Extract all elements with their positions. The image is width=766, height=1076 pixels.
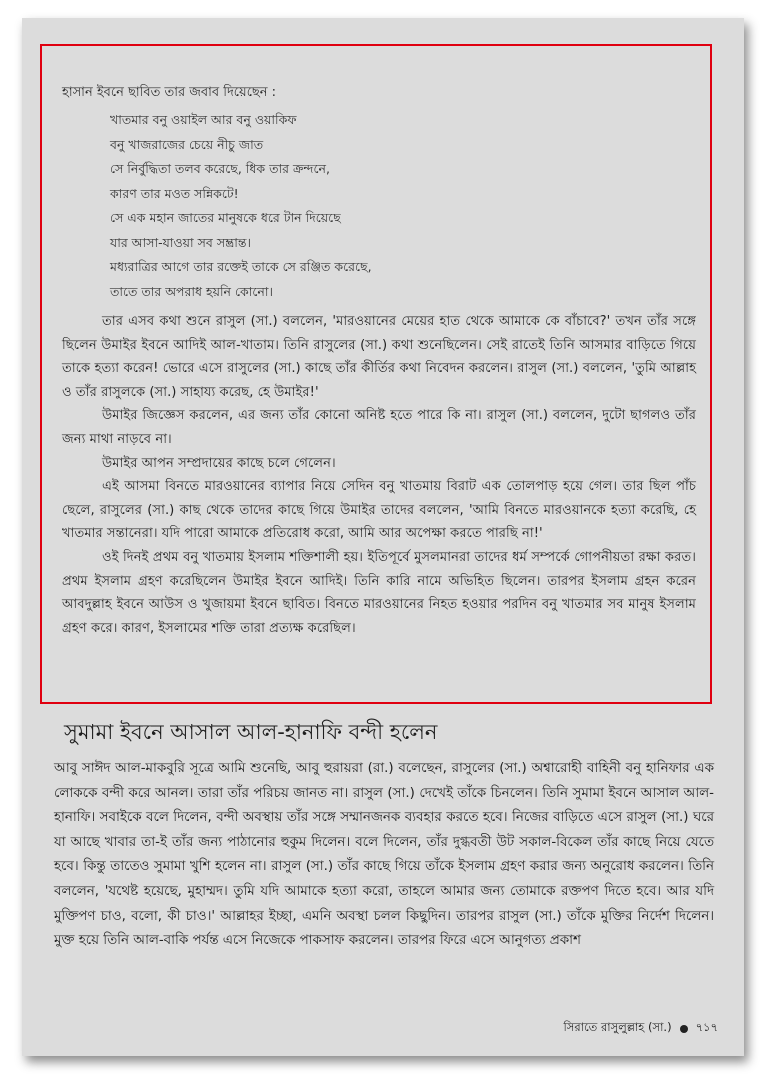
paragraph: এই আসমা বিনতে মারওয়ানের ব্যাপার নিয়ে সেদিন বনু খাতমায় বিরাট এক তোলপাড় হয়ে গেল। তার ছিল পাঁচ ছেলে, রাসুলের (সা.) কাছ থেকে তাদের কাছে গিয়ে উমাইর তাদের বললেন, 'আমি বিনতে মারওয়ানকে হত্যা করেছি, হে খাতমার সন্তানেরা। যদি পারো আমাকে প্রতিরোধ করো, আমি আর অপেক্ষা করতে পারছি না!' (62, 479, 696, 542)
section-body: আবু সাঈদ আল-মাকবুরি সূত্রে আমি শুনেছি, আবু হুরায়রা (রা.) বলেছেন, রাসুলের (সা.) অশ্বারোহী বাহিনী বনু হানিফার এক লোককে বন্দী করে আনল। তারা তাঁর পরিচয় জানত না। রাসুল (সা.) দেখেই তাঁকে চিনলেন। তিনি সুমামা ইবনে আসাল আল-হানাফি। সবাইকে বলে দিলেন, বন্দী অবস্থায় তাঁর সঙ্গে সম্মানজনক ব্যবহার করতে হবে। নিজের বাড়িতে এসে রাসুল (সা.) ঘরে যা আছে খাবার তা-ই তাঁর জন্য পাঠানোর হুকুম দিলেন। বলে দিলেন, তাঁর দুগ্ধবতী উট সকাল-বিকেল তাঁর কাছে নিয়ে যেতে হবে। কিন্তু তাতেও সুমামা খুশি হলেন না। রাসুল (সা.) তাঁর কাছে গিয়ে তাঁকে ইসলাম গ্রহণ করার জন্য অনুরোধ করলেন। তিনি বললেন, 'যথেষ্ট হয়েছে, মুহাম্মদ। তুমি যদি আমাকে হত্যা করো, তাহলে আমার জন্য তোমাকে রক্তপণ দিতে হবে। আর যদি মুক্তিপণ চাও, বলো, কী চাও।' আল্লাহর ইচ্ছা, এমনি অবস্থা চলল কিছুদিন। তারপর রাসুল (সা.) তাঁকে মুক্তির নির্দেশ দিলেন। মুক্ত হয়ে তিনি আল-বাকি পর্যন্ত এসে নিজেকে পাকসাফ করলেন। তারপর ফিরে এসে আনুগত্য প্রকাশ (54, 761, 714, 949)
highlighted-region (40, 44, 712, 704)
poem-line: কারণ তার মওত সন্নিকটে! (110, 185, 239, 201)
bullet-icon (680, 1025, 688, 1033)
poem-line: তাতে তার অপরাধ হয়নি কোনো। (110, 283, 273, 299)
paragraph: তার এসব কথা শুনে রাসুল (সা.) বললেন, 'মারওয়ানের মেয়ের হাত থেকে আমাকে কে বাঁচাবে?' তখন তাঁর সঙ্গে ছিলেন উমাইর ইবনে আদিই আল-খাতাম। তিনি রাসুলের (সা.) কথা শুনেছিলেন। সেই রাতেই তিনি আসমার বাড়িতে গিয়ে তাকে হত্যা করেন! ভোরে এসে রাসুলের (সা.) কাছে তাঁর কীর্তির কথা নিবেদন করলেন। রাসুল (সা.) বললেন, 'তুমি আল্লাহ ও তাঁর রাসুলকে (সা.) সাহায্য করেছ, হে উমাইর!' (62, 314, 696, 400)
paragraph: ওই দিনই প্রথম বনু খাতমায় ইসলাম শক্তিশালী হয়। ইতিপূর্বে মুসলমানরা তাদের ধর্ম সম্পর্কে গোপনীয়তা রক্ষা করত। প্রথম ইসলাম গ্রহণ করেছিলেন উমাইর ইবনে আদিই। তিনি কারি নামে অভিহিত ছিলেন। তারপর ইসলাম গ্রহন করেন আবদুল্লাহ ইবনে আউস ও খুজায়মা ইবনে ছাবিত। বিনতে মারওয়ানের নিহত হওয়ার পরদিন বনু খাতমার সব মানুষ ইসলাম গ্রহণ করে। কারণ, ইসলামের শক্তি তারা প্রত্যক্ষ করেছিল। (62, 549, 696, 636)
book-page (22, 18, 744, 1056)
poem-intro: হাসান ইবনে ছাবিত তার জবাব দিয়েছেন : (62, 85, 277, 100)
poem (110, 108, 696, 304)
poem-line: সে এক মহান জাতের মানুষকে ধরে টান দিয়েছে (110, 210, 341, 225)
poem-line: মধ্যরাত্রির আগে তার রক্তেই তাকে সে রঞ্জিত করেছে, (110, 259, 372, 274)
paragraph: উমাইর আপন সম্প্রদায়ের কাছে চলে গেলেন। (102, 455, 336, 471)
poem-line: বনু খাজরাজের চেয়ে নীচু জাত (110, 136, 264, 152)
section (54, 718, 714, 954)
paragraph: উমাইর জিজ্ঞেস করলেন, এর জন্য তাঁর কোনো অনিষ্ট হতে পারে কি না। রাসুল (সা.) বললেন, দুটো ছাগলও তাঁর জন্য মাথা নাড়বে না। (62, 408, 696, 447)
page-number: ৭১৭ (695, 1020, 718, 1034)
poem-line: সে নির্বুদ্ধিতা তলব করেছে, ধিক তার ক্রন্দনে, (110, 161, 330, 176)
running-title: সিরাতে রাসুলুল্লাহ (সা.) (563, 1020, 672, 1034)
section-title: সুমামা ইবনে আসাল আল-হানাফি বন্দী হলেন (64, 720, 438, 744)
poem-line: যার আসা-যাওয়া সব সম্ভ্রান্ত। (110, 234, 251, 250)
page-footer (564, 1019, 718, 1038)
poem-line: খাতমার বনু ওয়াইল আর বনু ওয়াকিফ (110, 112, 297, 127)
